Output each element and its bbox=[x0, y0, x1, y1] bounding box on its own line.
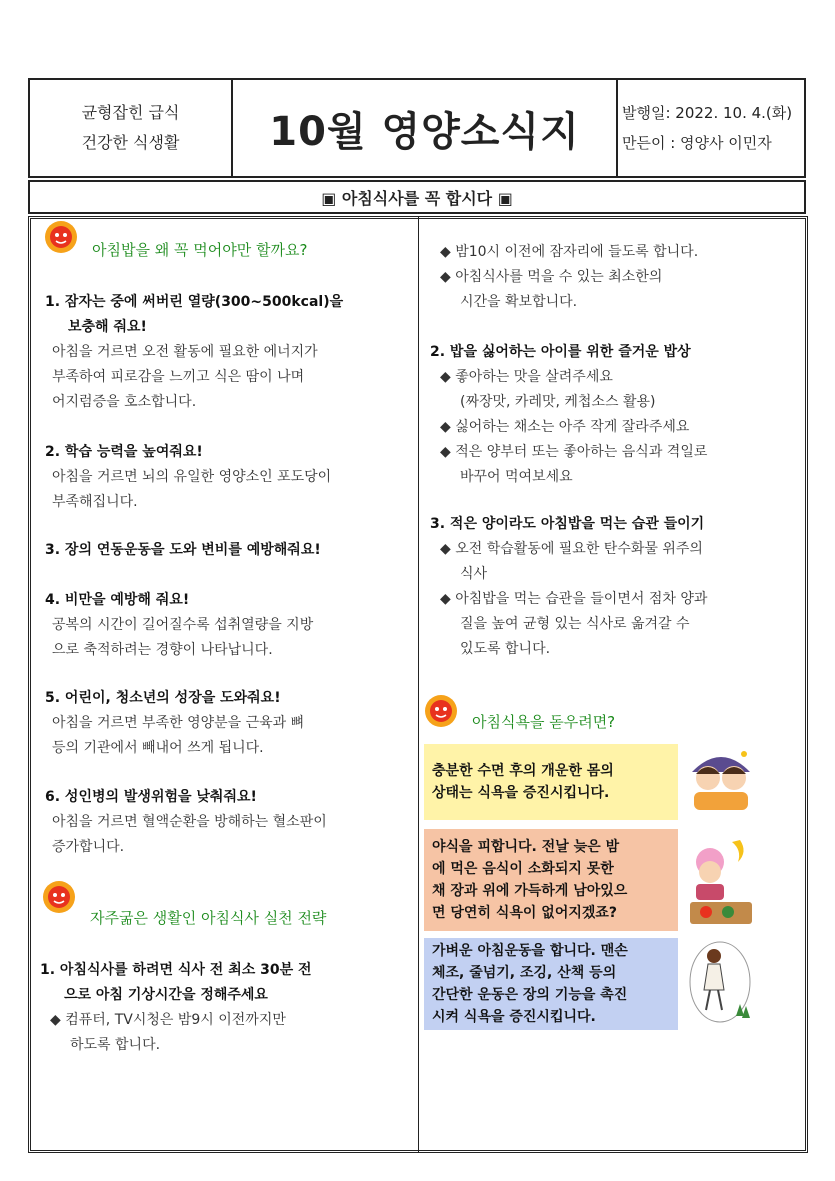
tip-box-late-snack: 야식을 피합니다. 전날 늦은 밤 에 먹은 음식이 소화되지 못한 채 장과 위에 가득하게 남아있으 면 당연히 식욕이 없어지겠죠? bbox=[424, 829, 678, 931]
item1-heading: 1. 잠자는 중에 써버린 열량(300~500kcal)을 bbox=[45, 294, 344, 310]
item5-body: 등의 기관에서 빼내어 쓰게 됩니다. bbox=[52, 740, 264, 756]
diamond-bullet-icon: ◆ bbox=[440, 269, 456, 285]
diamond-bullet-icon: ◆ bbox=[440, 444, 456, 460]
diamond-bullet-icon: ◆ bbox=[440, 369, 456, 385]
strategy3-bullet-cont: 질을 높여 균형 있는 식사로 옮겨갈 수 bbox=[460, 616, 690, 632]
item1-body: 부족하여 피로감을 느끼고 식은 땀이 나며 bbox=[52, 369, 305, 385]
time-bullet: ◆ 아침식사를 먹을 수 있는 최소한의 bbox=[440, 269, 663, 285]
section-title-why: 아침밥을 왜 꼭 먹어야만 할까요? bbox=[92, 241, 308, 259]
item4-heading: 4. 비만을 예방해 줘요! bbox=[45, 592, 190, 608]
item6-body: 증가합니다. bbox=[52, 839, 125, 855]
issue-date: 발행일: 2022. 10. 4.(화) bbox=[622, 104, 793, 122]
item2-body: 아침을 거르면 뇌의 유일한 영양소인 포도당이 bbox=[52, 469, 332, 485]
item2-body: 부족해집니다. bbox=[52, 494, 138, 510]
item5-body: 아침을 거르면 부족한 영양분을 근육과 뼈 bbox=[52, 715, 305, 731]
column-divider bbox=[418, 216, 419, 1153]
item1-body: 아침을 거르면 오전 활동에 필요한 에너지가 bbox=[52, 344, 318, 360]
strategy1-bullet: ◆ 컴퓨터, TV시청은 밤9시 이전까지만 bbox=[50, 1012, 286, 1028]
item6-heading: 6. 성인병의 발생위험을 낮춰줘요! bbox=[45, 789, 257, 805]
diamond-bullet-icon: ◆ bbox=[50, 1012, 66, 1028]
slogan bbox=[30, 80, 233, 176]
strategy3-bullet-cont: 식사 bbox=[460, 566, 488, 582]
topic-banner: ▣ 아침식사를 꼭 합시다 ▣ bbox=[28, 180, 806, 214]
item4-body: 공복의 시간이 길어질수록 섭취열량을 지방 bbox=[52, 617, 314, 633]
item3-heading: 3. 장의 연동운동을 도와 변비를 예방해줘요! bbox=[45, 542, 321, 558]
strategy3-heading: 3. 적은 양이라도 아침밥을 먹는 습관 들이기 bbox=[430, 516, 705, 532]
item6-body: 아침을 거르면 혈액순환을 방해하는 혈소판이 bbox=[52, 814, 327, 830]
diamond-bullet-icon: ◆ bbox=[440, 541, 456, 557]
issue-info bbox=[620, 80, 808, 176]
strategy2-bullet: ◆ 좋아하는 맛을 살려주세요 bbox=[440, 369, 613, 385]
strategy2-heading: 2. 밥을 싫어하는 아이를 위한 즐거운 밥상 bbox=[430, 344, 691, 360]
newsletter-header bbox=[28, 78, 806, 178]
item2-heading: 2. 학습 능력을 높여줘요! bbox=[45, 444, 203, 460]
sun-icon bbox=[44, 220, 78, 254]
item1-body: 어지럼증을 호소합니다. bbox=[52, 394, 197, 410]
author: 만든이 : 영양사 이민자 bbox=[622, 134, 772, 152]
diamond-bullet-icon: ◆ bbox=[440, 419, 456, 435]
strategy3-bullet: ◆ 오전 학습활동에 필요한 탄수화물 위주의 bbox=[440, 541, 703, 557]
time-bullet-cont: 시간을 확보합니다. bbox=[460, 294, 578, 310]
strategy1-heading-cont: 으로 아침 기상시간을 정해주세요 bbox=[64, 987, 268, 1003]
late-night-snack-icon bbox=[684, 832, 758, 930]
item5-heading: 5. 어린이, 청소년의 성장을 도와줘요! bbox=[45, 690, 281, 706]
strategy2-bullet: ◆ 적은 양부터 또는 좋아하는 음식과 격일로 bbox=[440, 444, 708, 460]
jump-rope-girl-icon bbox=[684, 936, 758, 1030]
tip-box-sleep: 충분한 수면 후의 개운한 몸의 상태는 식욕을 증진시킵니다. bbox=[424, 744, 678, 820]
strategy1-heading: 1. 아침식사를 하려면 식사 전 최소 30분 전 bbox=[40, 962, 312, 978]
item1-heading-cont: 보충해 줘요! bbox=[68, 319, 147, 335]
sleep-bullet: ◆ 밤10시 이전에 잠자리에 들도록 합니다. bbox=[440, 244, 699, 260]
section-title-appetite: 아침식욕을 돋우려면? bbox=[472, 713, 616, 731]
strategy3-bullet-cont: 있도록 합니다. bbox=[460, 641, 551, 657]
diamond-bullet-icon: ◆ bbox=[440, 591, 456, 607]
tip-box-exercise: 가벼운 아침운동을 합니다. 맨손 체조, 줄넘기, 조깅, 산책 등의 간단한 운동은 장의 기능을 촉진 시켜 식욕을 증진시킵니다. bbox=[424, 938, 678, 1030]
sleeping-children-icon bbox=[684, 742, 758, 820]
strategy2-bullet-sub: (짜장맛, 카레맛, 케첩소스 활용) bbox=[460, 394, 656, 410]
item4-body: 으로 축적하려는 경향이 나타납니다. bbox=[52, 642, 273, 658]
sun-icon bbox=[424, 694, 458, 728]
sun-icon bbox=[42, 880, 76, 914]
strategy1-bullet-cont: 하도록 합니다. bbox=[70, 1037, 161, 1053]
strategy3-bullet: ◆ 아침밥을 먹는 습관을 들이면서 점차 양과 bbox=[440, 591, 708, 607]
slogan-line2: 건강한 식생활 bbox=[81, 133, 180, 152]
page-title: 10월 영양소식지 bbox=[233, 80, 618, 176]
slogan-line1: 균형잡힌 급식 bbox=[81, 103, 180, 122]
strategy2-bullet-cont: 바꾸어 먹여보세요 bbox=[460, 469, 573, 485]
diamond-bullet-icon: ◆ bbox=[440, 244, 456, 260]
section-title-strategy: 자주굶은 생활인 아침식사 실천 전략 bbox=[90, 909, 327, 927]
strategy2-bullet: ◆ 싫어하는 채소는 아주 작게 잘라주세요 bbox=[440, 419, 690, 435]
